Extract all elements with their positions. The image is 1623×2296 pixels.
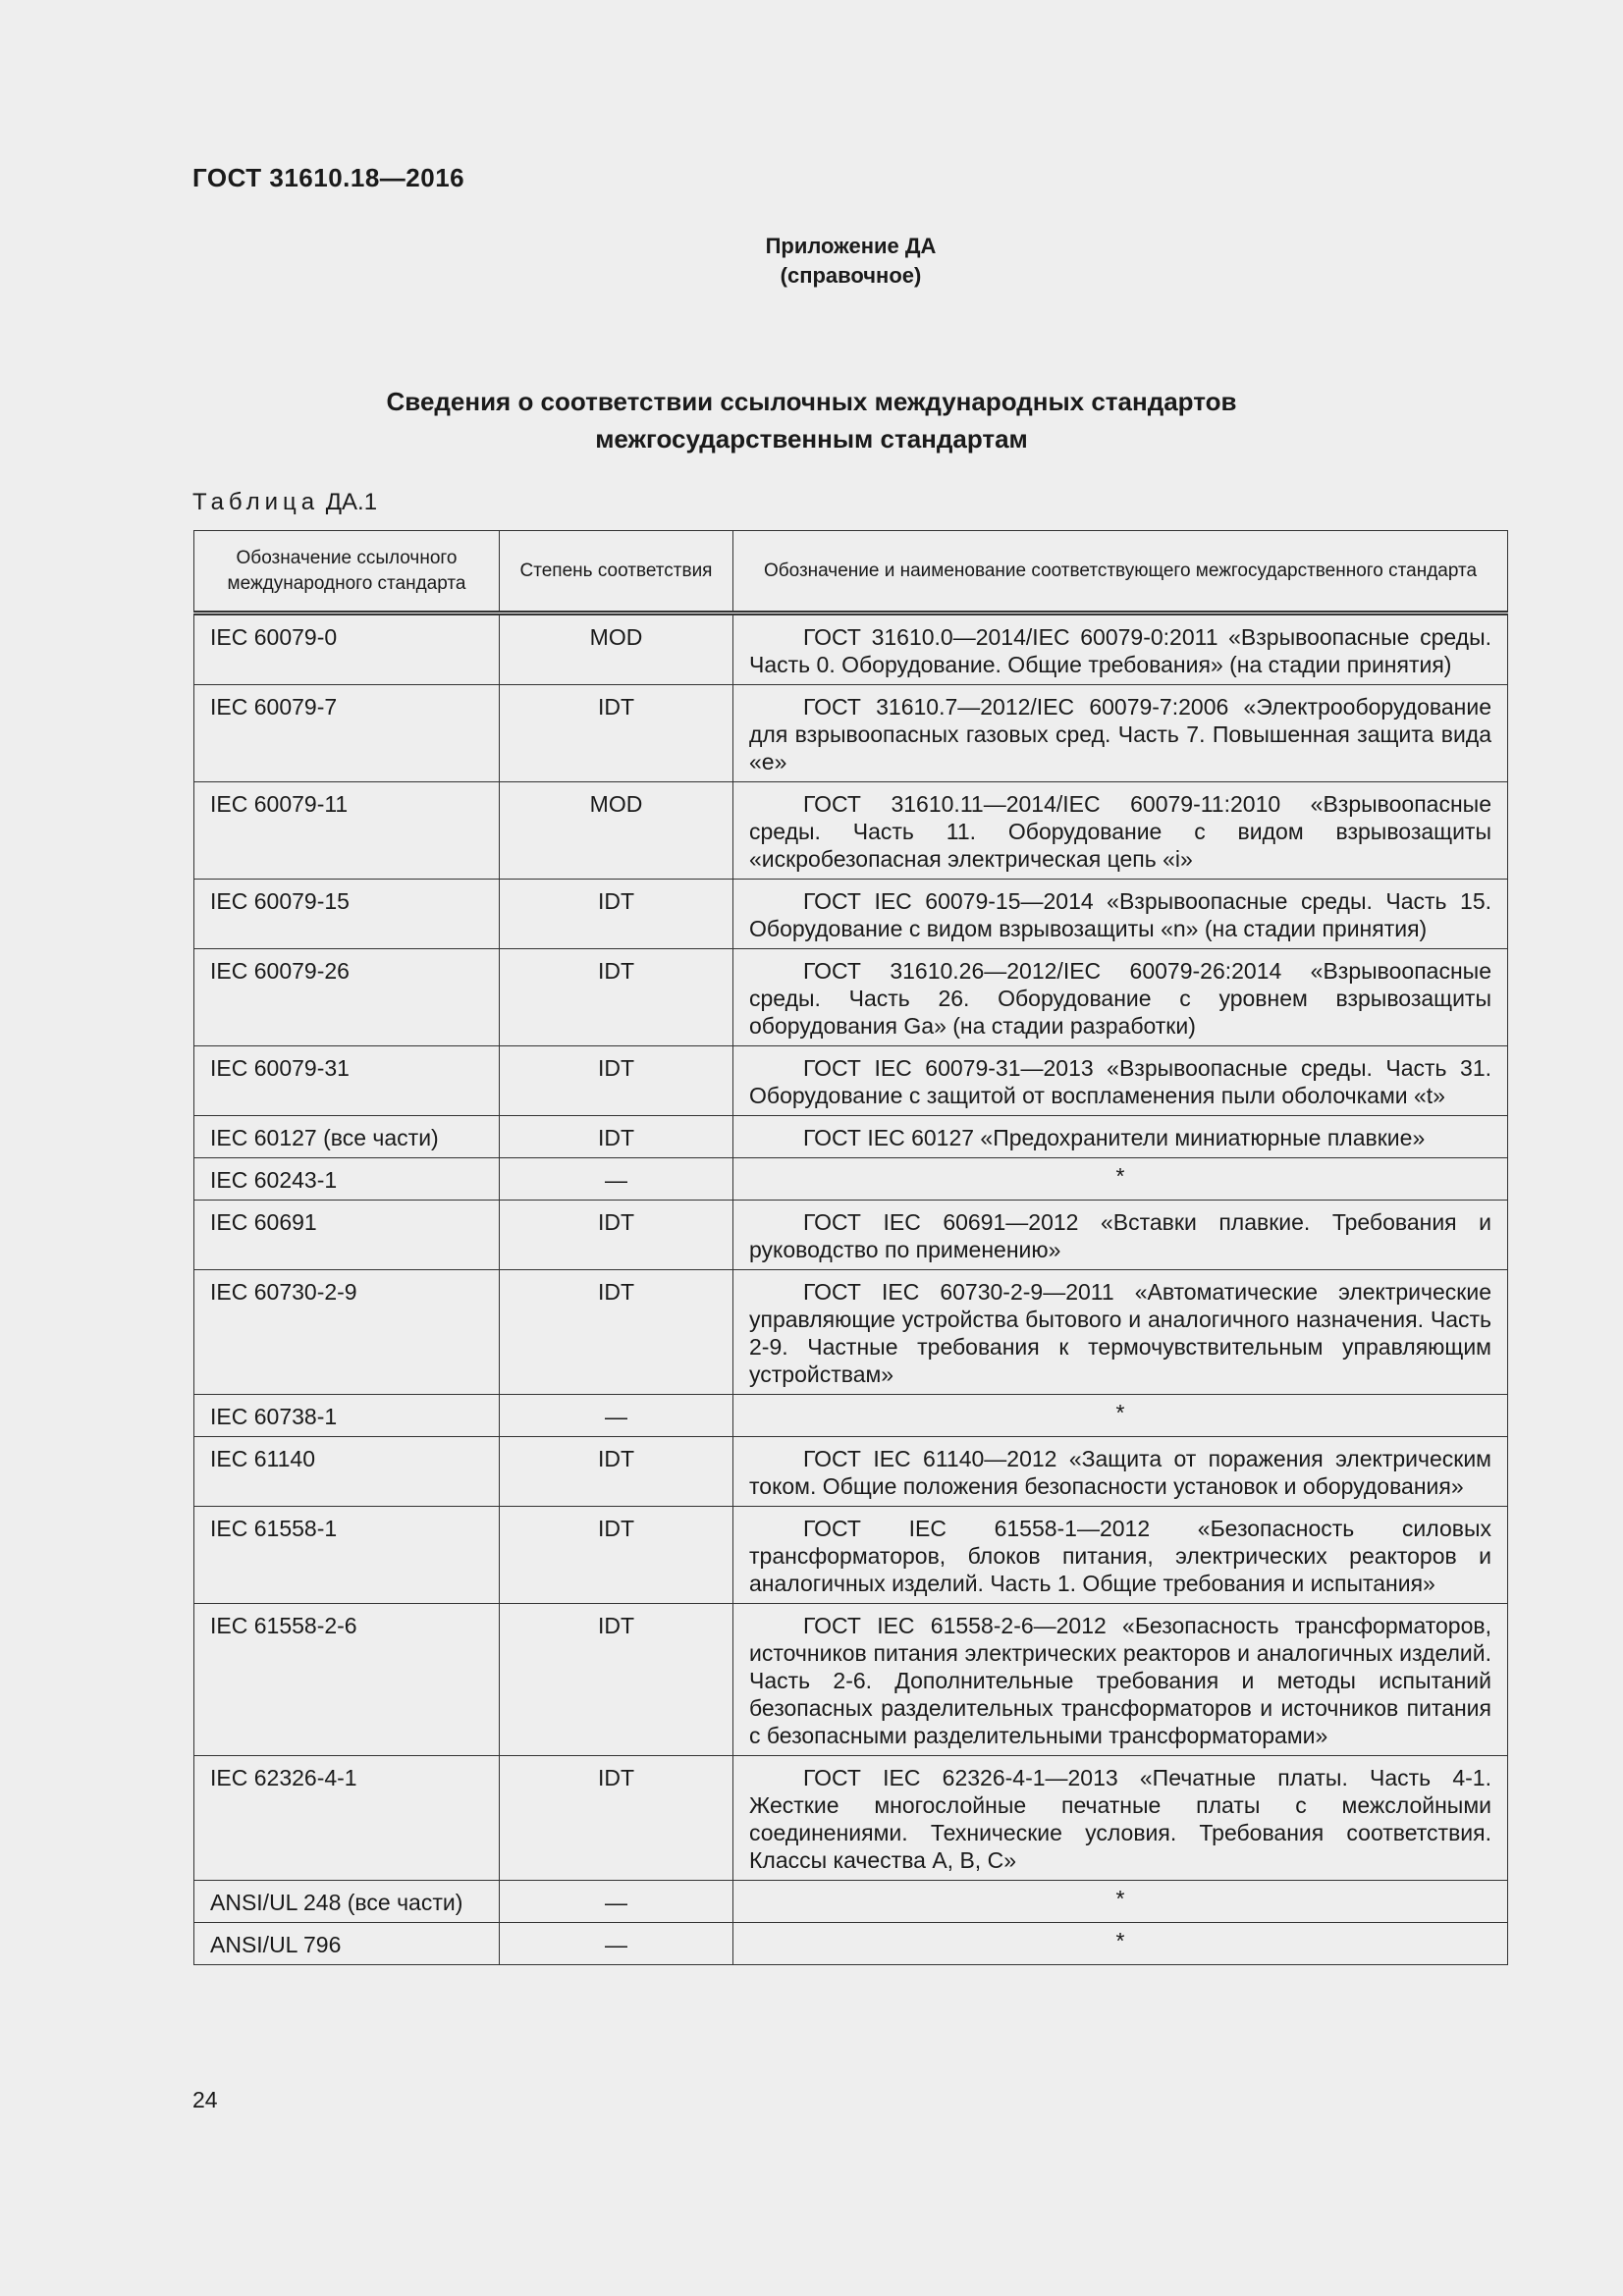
cell-degree: —: [500, 1881, 733, 1923]
table-header-row: [194, 531, 1508, 614]
cell-international-standard: IEC 60079-26: [194, 949, 500, 1046]
cell-international-standard: IEC 60243-1: [194, 1158, 500, 1201]
cell-interstate-standard: ГОСТ IEC 60730-2-9—2011 «Автоматические электрические управляющие устройства бытового и аналогичного назначения. Часть 2-9. Частные требования к термочувствительным управляющим устройствам»: [733, 1270, 1508, 1395]
cell-interstate-standard: ГОСТ IEC 60691—2012 «Вставки плавкие. Требования и руководство по применению»: [733, 1201, 1508, 1270]
cell-international-standard: IEC 60079-15: [194, 880, 500, 949]
table-row: [194, 1116, 1508, 1158]
table-row: [194, 1395, 1508, 1437]
cell-international-standard: ANSI/UL 796: [194, 1923, 500, 1965]
table-row: [194, 1604, 1508, 1756]
cell-interstate-standard: ГОСТ IEC 60079-31—2013 «Взрывоопасные среды. Часть 31. Оборудование с защитой от воспламенения пыли оболочками «t»: [733, 1046, 1508, 1116]
cell-interstate-standard: ГОСТ IEC 61558-2-6—2012 «Безопасность трансформаторов, источников питания электрических реакторов и аналогичных изделий. Часть 2-6. Дополнительные требования и методы испытаний безопасных разделительных трансформаторов и источников питания с безопасными разделительными трансформаторами»: [733, 1604, 1508, 1756]
table-row: [194, 880, 1508, 949]
standards-correspondence-table: [193, 530, 1508, 1965]
cell-degree: IDT: [500, 1116, 733, 1158]
table-row: [194, 1046, 1508, 1116]
cell-international-standard: IEC 61558-2-6: [194, 1604, 500, 1756]
section-title: [0, 383, 1623, 457]
table-body: [194, 614, 1508, 1965]
cell-international-standard: IEC 60079-7: [194, 685, 500, 782]
table-row: [194, 949, 1508, 1046]
table-row: [194, 1158, 1508, 1201]
cell-interstate-standard: ГОСТ 31610.7—2012/IEC 60079-7:2006 «Электрооборудование для взрывоопасных газовых сред. Часть 7. Повышенная защита вида «е»: [733, 685, 1508, 782]
table-caption: [192, 489, 377, 516]
section-title-line1: Сведения о соответствии ссылочных международных стандартов: [386, 387, 1237, 416]
cell-degree: —: [500, 1395, 733, 1437]
cell-interstate-standard: ГОСТ IEC 62326-4-1—2013 «Печатные платы. Часть 4-1. Жесткие многослойные печатные платы с межслойными соединениями. Технические условия. Требования соответствия. Классы качества A, B, C»: [733, 1756, 1508, 1881]
cell-degree: IDT: [500, 1270, 733, 1395]
cell-interstate-standard: ГОСТ IEC 61140—2012 «Защита от поражения электрическим током. Общие положения безопасности установок и оборудования»: [733, 1437, 1508, 1507]
cell-interstate-standard: *: [733, 1158, 1508, 1201]
cell-international-standard: IEC 60079-11: [194, 782, 500, 880]
cell-international-standard: IEC 60738-1: [194, 1395, 500, 1437]
cell-degree: —: [500, 1158, 733, 1201]
cell-interstate-standard: *: [733, 1395, 1508, 1437]
cell-interstate-standard: ГОСТ 31610.0—2014/IEC 60079-0:2011 «Взрывоопасные среды. Часть 0. Оборудование. Общие требования» (на стадии принятия): [733, 614, 1508, 685]
header-degree: Степень соответствия: [500, 531, 733, 614]
cell-international-standard: IEC 60127 (все части): [194, 1116, 500, 1158]
cell-interstate-standard: *: [733, 1881, 1508, 1923]
table-row: [194, 1923, 1508, 1965]
cell-degree: IDT: [500, 685, 733, 782]
annex-subtitle: (справочное): [780, 263, 922, 288]
header-interstate-standard: Обозначение и наименование соответствующего межгосударственного стандарта: [733, 531, 1508, 614]
cell-international-standard: IEC 61558-1: [194, 1507, 500, 1604]
cell-international-standard: ANSI/UL 248 (все части): [194, 1881, 500, 1923]
cell-international-standard: IEC 60730-2-9: [194, 1270, 500, 1395]
document-code: ГОСТ 31610.18—2016: [192, 163, 465, 192]
table-row: [194, 1270, 1508, 1395]
table-row: [194, 1881, 1508, 1923]
cell-degree: IDT: [500, 880, 733, 949]
cell-degree: IDT: [500, 1437, 733, 1507]
cell-interstate-standard: ГОСТ 31610.26—2012/IEC 60079-26:2014 «Взрывоопасные среды. Часть 26. Оборудование с уровнем взрывозащиты оборудования Ga» (на стадии разработки): [733, 949, 1508, 1046]
table-caption-number: ДА.1: [319, 489, 378, 515]
cell-international-standard: IEC 61140: [194, 1437, 500, 1507]
table-row: [194, 1201, 1508, 1270]
cell-degree: MOD: [500, 614, 733, 685]
cell-degree: IDT: [500, 1201, 733, 1270]
cell-degree: IDT: [500, 1756, 733, 1881]
cell-interstate-standard: ГОСТ IEC 60127 «Предохранители миниатюрные плавкие»: [733, 1116, 1508, 1158]
cell-degree: IDT: [500, 1604, 733, 1756]
cell-international-standard: IEC 60079-31: [194, 1046, 500, 1116]
annex-title: Приложение ДА: [765, 234, 937, 258]
page-number: 24: [192, 2087, 218, 2112]
cell-international-standard: IEC 60691: [194, 1201, 500, 1270]
cell-degree: IDT: [500, 1507, 733, 1604]
table-row: [194, 1756, 1508, 1881]
annex-heading: [0, 232, 1623, 291]
cell-interstate-standard: ГОСТ IEC 60079-15—2014 «Взрывоопасные среды. Часть 15. Оборудование с видом взрывозащиты «n» (на стадии принятия): [733, 880, 1508, 949]
cell-interstate-standard: ГОСТ IEC 61558-1—2012 «Безопасность силовых трансформаторов, блоков питания, электрических реакторов и аналогичных изделий. Часть 1. Общие требования и испытания»: [733, 1507, 1508, 1604]
cell-degree: IDT: [500, 1046, 733, 1116]
cell-international-standard: IEC 62326-4-1: [194, 1756, 500, 1881]
table-row: [194, 782, 1508, 880]
cell-interstate-standard: ГОСТ 31610.11—2014/IEC 60079-11:2010 «Взрывоопасные среды. Часть 11. Оборудование с видом взрывозащиты «искробезопасная электрическая цепь «i»: [733, 782, 1508, 880]
cell-degree: —: [500, 1923, 733, 1965]
section-title-line2: межгосударственным стандартам: [595, 424, 1028, 454]
cell-degree: IDT: [500, 949, 733, 1046]
header-international-standard: Обозначение ссылочного международного стандарта: [194, 531, 500, 614]
table-row: [194, 685, 1508, 782]
cell-international-standard: IEC 60079-0: [194, 614, 500, 685]
table-row: [194, 1507, 1508, 1604]
table-row: [194, 614, 1508, 685]
cell-degree: MOD: [500, 782, 733, 880]
table-row: [194, 1437, 1508, 1507]
table-caption-label: Таблица: [192, 489, 320, 515]
cell-interstate-standard: *: [733, 1923, 1508, 1965]
